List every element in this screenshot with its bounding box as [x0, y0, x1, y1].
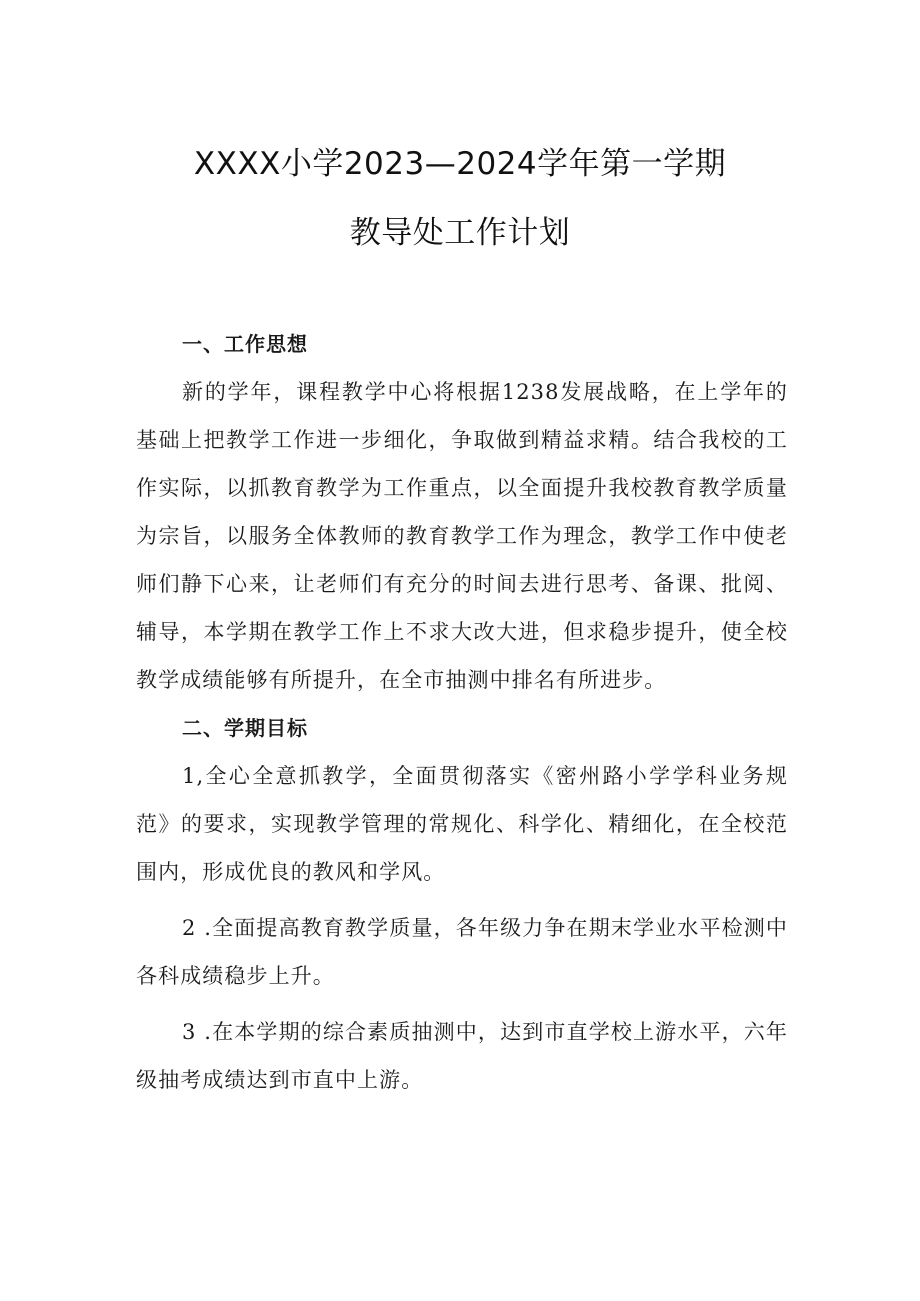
goal-item-3: 3 .在本学期的综合素质抽测中，达到市直学校上游水平，六年级抽考成绩达到市直中上游。	[136, 1020, 788, 1092]
section-paragraph-work-philosophy: 新的学年，课程教学中心将根据1238发展战略，在上学年的基础上把教学工作进一步细化，争取做到精益求精。结合我校的工作实际，以抓教育教学为工作重点，以全面提升我校教育教学质量为宗旨，以服务全体教师的教育教学工作为理念，教学工作中使老师们静下心来，让老师们有充分的时间去进行思考、备课、批阅、辅导，本学期在教学工作上不求大改大进，但求稳步提升，使全校教学成绩能够有所提升，在全市抽测中排名有所进步。	[136, 380, 788, 692]
goal-item-1: 1,全心全意抓教学，全面贯彻落实《密州路小学学科业务规范》的要求，实现教学管理的常规化、科学化、精细化，在全校范围内，形成优良的教风和学风。	[136, 764, 788, 884]
section-heading-semester-goals: 二、学期目标	[182, 716, 308, 740]
document-title-line-1: XXXX小学2023—2024学年第一学期	[193, 146, 727, 182]
document-title-line-2: 教导处工作计划	[349, 215, 571, 251]
goal-item-2: 2 .全面提高教育教学质量，各年级力争在期末学业水平检测中各科成绩稳步上升。	[136, 916, 788, 988]
document-body	[136, 320, 788, 1112]
section-heading-work-philosophy: 一、工作思想	[182, 332, 308, 356]
